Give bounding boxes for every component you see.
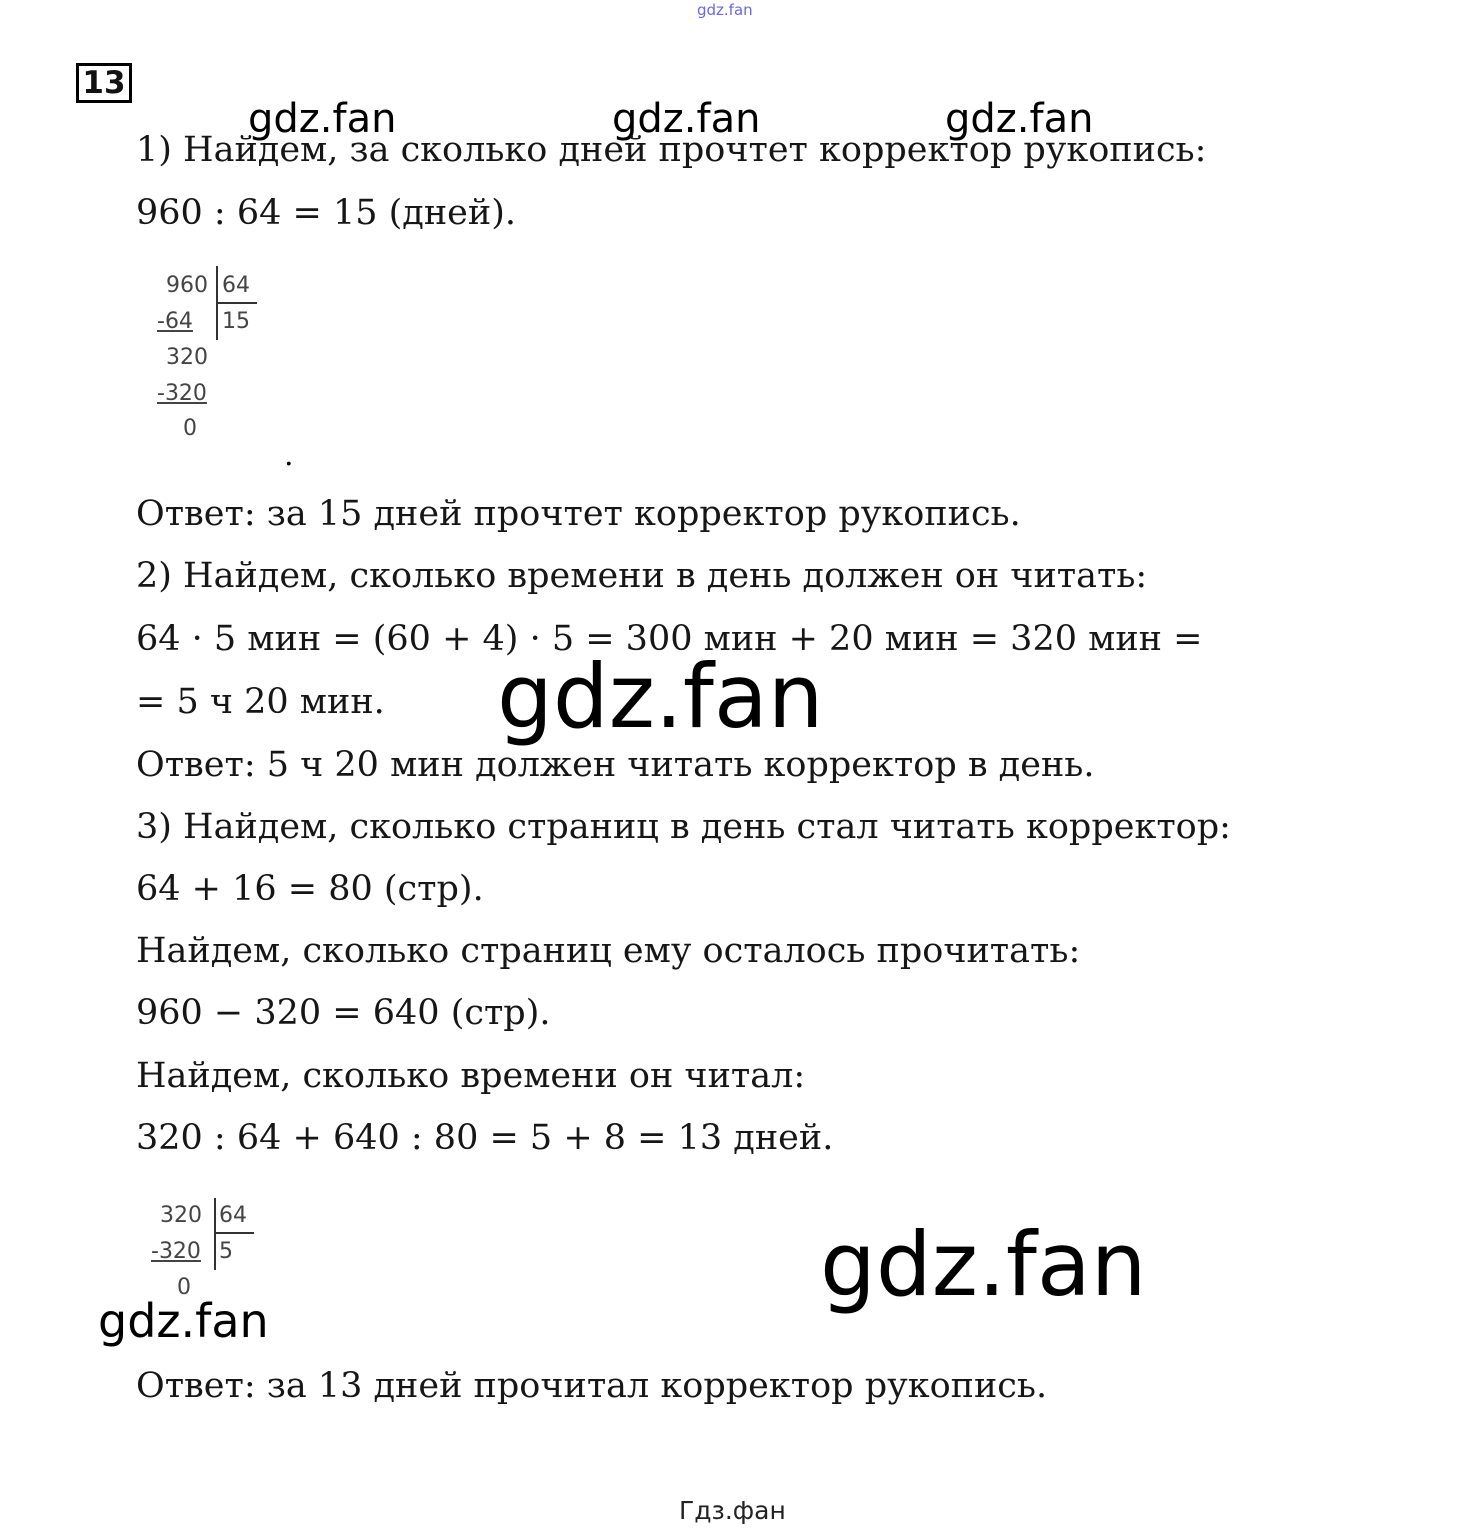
stray-dot: . — [284, 438, 294, 473]
solution-line: Найдем, сколько страниц ему осталось прочитать: — [136, 931, 1081, 971]
watermark-row-3: gdz.fan — [945, 96, 1094, 142]
ld2-step: -320 — [151, 1239, 201, 1264]
ld1-divisor: 64 — [222, 273, 250, 298]
ld2-vertical-bar — [214, 1198, 216, 1270]
solution-line: 64 · 5 мин = (60 + 4) · 5 = 300 мин + 20 мин = 320 мин = — [136, 619, 1203, 659]
ld1-step: -64 — [157, 309, 193, 334]
ld1-quotient: 15 — [222, 309, 250, 334]
ld2-dividend: 320 — [160, 1203, 202, 1228]
ld2-step: 0 — [177, 1275, 191, 1300]
ld1-divisor-underline — [216, 302, 257, 304]
watermark-lower-right: gdz.fan — [820, 1213, 1147, 1316]
task-number: 13 — [76, 63, 132, 103]
watermark-lower-left: gdz.fan — [98, 1294, 269, 1348]
solution-line: 960 : 64 = 15 (дней). — [136, 193, 516, 233]
answer-line: Ответ: за 15 дней прочтет корректор рукопись. — [136, 494, 1021, 534]
ld1-step: -320 — [157, 381, 207, 406]
watermark-bottom: Гдз.фан — [679, 1496, 786, 1525]
solution-line: 64 + 16 = 80 (стр). — [136, 869, 484, 909]
answer-line: Ответ: за 13 дней прочитал корректор рукопись. — [136, 1366, 1048, 1406]
watermark-row-1: gdz.fan — [248, 96, 397, 142]
watermark-center: gdz.fan — [497, 645, 824, 748]
solution-line: 1) Найдем, за сколько дней прочтет корректор рукопись: — [136, 130, 1207, 170]
ld2-divisor: 64 — [219, 1203, 247, 1228]
solution-line: 960 − 320 = 640 (стр). — [136, 993, 551, 1033]
ld1-step: 320 — [166, 345, 208, 370]
solution-line: Найдем, сколько времени он читал: — [136, 1056, 806, 1096]
ld2-divisor-underline — [214, 1232, 254, 1234]
solution-line: 3) Найдем, сколько страниц в день стал читать корректор: — [136, 807, 1231, 847]
watermark-top: gdz.fan — [697, 1, 753, 19]
solution-line: 320 : 64 + 640 : 80 = 5 + 8 = 13 дней. — [136, 1118, 834, 1158]
ld1-dividend: 960 — [166, 273, 208, 298]
solution-line: 2) Найдем, сколько времени в день должен он читать: — [136, 556, 1148, 596]
watermark-row-2: gdz.fan — [612, 96, 761, 142]
solution-line: = 5 ч 20 мин. — [136, 682, 385, 722]
ld2-quotient: 5 — [219, 1239, 233, 1264]
answer-line: Ответ: 5 ч 20 мин должен читать корректор в день. — [136, 745, 1095, 785]
ld1-step: 0 — [183, 416, 197, 441]
